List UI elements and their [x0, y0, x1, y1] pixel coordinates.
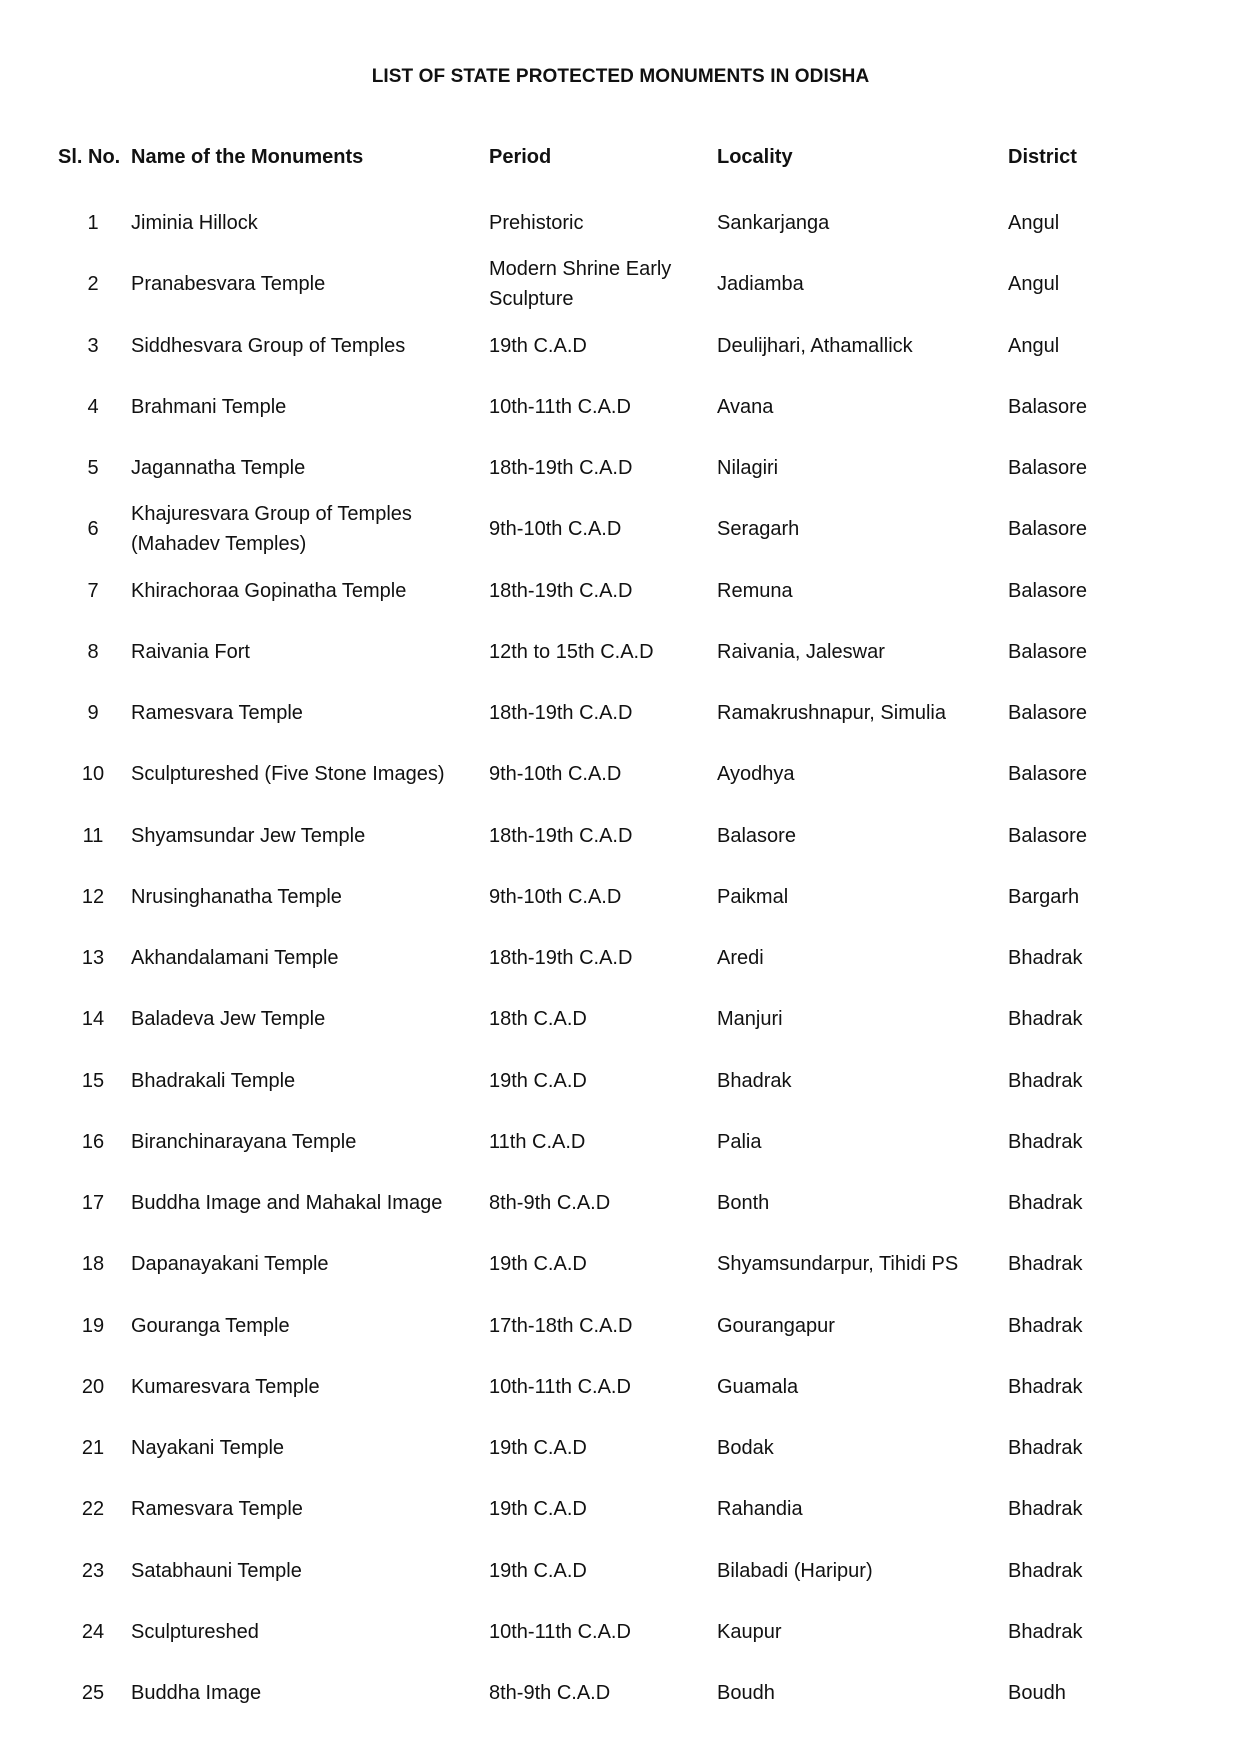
cell-period: [489, 1051, 709, 1111]
cell-sl-no: [60, 867, 126, 927]
cell-period-text: 10th-11th C.A.D: [489, 395, 631, 418]
cell-locality: [717, 1541, 997, 1601]
cell-period: [489, 377, 709, 437]
table-row: [0, 1357, 1241, 1417]
table-row: [0, 1602, 1241, 1662]
cell-monument-name-text: Buddha Image and Mahakal Image: [131, 1192, 443, 1214]
cell-sl-no-text: 22: [81, 1498, 105, 1521]
cell-period: [489, 1296, 709, 1356]
cell-sl-no-text: 15: [81, 1069, 105, 1092]
cell-locality-text: Sankarjanga: [717, 212, 830, 234]
cell-district: [1008, 867, 1158, 927]
cell-monument-name: [131, 867, 481, 927]
cell-period: [489, 744, 709, 804]
cell-sl-no: [60, 1296, 126, 1356]
cell-monument-name: [131, 1663, 481, 1723]
cell-period: [489, 1234, 709, 1294]
table-row: [0, 928, 1241, 988]
cell-district-text: Bhadrak: [1008, 1437, 1083, 1459]
table-row: [0, 193, 1241, 253]
cell-sl-no: [60, 377, 126, 437]
cell-district-text: Bhadrak: [1008, 1008, 1083, 1031]
cell-monument-name: [131, 683, 481, 743]
cell-district-text: Balasore: [1008, 640, 1087, 663]
cell-locality: [717, 438, 997, 498]
cell-period-text: 19th C.A.D: [489, 1559, 587, 1582]
cell-locality: [717, 1418, 997, 1478]
cell-sl-no: [60, 1602, 126, 1662]
cell-period-text: 18th-19th C.A.D: [489, 579, 633, 602]
cell-sl-no-text: 25: [81, 1682, 105, 1704]
cell-locality-text: Kaupur: [717, 1620, 782, 1643]
cell-monument-name: [131, 806, 481, 866]
cell-period-text: 19th C.A.D: [489, 1069, 587, 1092]
cell-monument-name: [131, 254, 481, 314]
cell-sl-no-text: 23: [81, 1559, 105, 1582]
cell-district: [1008, 1602, 1158, 1662]
cell-locality-text: Guamala: [717, 1375, 799, 1398]
cell-sl-no: [60, 499, 126, 559]
cell-locality: [717, 377, 997, 437]
cell-period: [489, 499, 709, 559]
cell-district-text: Balasore: [1008, 457, 1087, 479]
cell-locality-text: Seragarh: [717, 518, 800, 541]
cell-monument-name: [131, 1479, 481, 1539]
cell-period: [489, 254, 709, 314]
cell-sl-no: [60, 1234, 126, 1294]
cell-locality: [717, 989, 997, 1049]
cell-period: [489, 561, 709, 621]
table-row: [0, 683, 1241, 743]
cell-sl-no-text: 16: [81, 1130, 105, 1153]
table-row: [0, 1418, 1241, 1478]
cell-locality: [717, 316, 997, 376]
cell-sl-no: [60, 438, 126, 498]
table-row: [0, 1479, 1241, 1539]
cell-sl-no: [60, 1541, 126, 1601]
cell-district-text: Balasore: [1008, 824, 1087, 847]
cell-locality-text: Manjuri: [717, 1008, 783, 1031]
cell-sl-no-text: 19: [81, 1314, 105, 1337]
cell-sl-no: [60, 622, 126, 682]
table-row: [0, 806, 1241, 866]
cell-locality-text: Bonth: [717, 1192, 770, 1214]
cell-monument-name-text: Jagannatha Temple: [131, 457, 306, 479]
cell-district-text: Bhadrak: [1008, 1130, 1083, 1153]
cell-period-text: 8th-9th C.A.D: [489, 1192, 611, 1214]
cell-sl-no-text: 24: [81, 1620, 105, 1643]
cell-monument-name-text: Nayakani Temple: [131, 1437, 285, 1459]
cell-district: [1008, 377, 1158, 437]
cell-period-text: 18th-19th C.A.D: [489, 702, 633, 724]
cell-period: [489, 438, 709, 498]
table-row: [0, 1234, 1241, 1294]
cell-sl-no-text: 7: [87, 579, 99, 602]
cell-period-text: 18th-19th C.A.D: [489, 457, 633, 479]
table-row: [0, 622, 1241, 682]
cell-locality: [717, 1479, 997, 1539]
cell-locality-text: Balasore: [717, 824, 796, 847]
cell-locality: [717, 1112, 997, 1172]
cell-district-text: Bhadrak: [1008, 1559, 1083, 1582]
cell-period-text: 19th C.A.D: [489, 334, 587, 357]
cell-locality-text: Bilabadi (Haripur): [717, 1559, 873, 1582]
cell-district: [1008, 806, 1158, 866]
cell-district-text: Bhadrak: [1008, 1253, 1083, 1276]
cell-district: [1008, 438, 1158, 498]
cell-district-text: Boudh: [1008, 1682, 1066, 1704]
cell-monument-name-text: Gouranga Temple: [131, 1314, 290, 1337]
table-row: [0, 561, 1241, 621]
cell-monument-name-text: Bhadrakali Temple: [131, 1069, 296, 1092]
cell-monument-name: [131, 1173, 481, 1233]
cell-locality-text: Bodak: [717, 1437, 774, 1459]
cell-district: [1008, 1051, 1158, 1111]
cell-sl-no-text: 4: [87, 395, 99, 418]
cell-period: [489, 989, 709, 1049]
cell-sl-no-text: 1: [87, 212, 99, 234]
table-row: [0, 377, 1241, 437]
cell-sl-no-text: 9: [87, 702, 99, 724]
header-district: District: [1008, 146, 1077, 168]
cell-monument-name: [131, 499, 481, 559]
cell-sl-no: [60, 806, 126, 866]
cell-monument-name: [131, 1234, 481, 1294]
cell-sl-no: [60, 1357, 126, 1417]
cell-period: [489, 683, 709, 743]
cell-period-text: Prehistoric: [489, 212, 584, 234]
cell-locality-text: Shyamsundarpur, Tihidi PS: [717, 1253, 959, 1276]
cell-period-text: 18th C.A.D: [489, 1008, 587, 1031]
cell-monument-name-text: Kumaresvara Temple: [131, 1375, 320, 1398]
cell-locality-text: Boudh: [717, 1682, 775, 1704]
cell-period: [489, 1479, 709, 1539]
cell-period-text: 11th C.A.D: [489, 1130, 586, 1153]
cell-district: [1008, 1418, 1158, 1478]
cell-district: [1008, 1296, 1158, 1356]
cell-locality: [717, 806, 997, 866]
cell-monument-name: [131, 561, 481, 621]
cell-district-text: Angul: [1008, 212, 1060, 234]
cell-locality-text: Ramakrushnapur, Simulia: [717, 702, 946, 724]
cell-sl-no: [60, 1479, 126, 1539]
cell-period-text: 18th-19th C.A.D: [489, 947, 633, 969]
cell-monument-name-text: Sculptureshed (Five Stone Images): [131, 763, 445, 786]
cell-locality: [717, 928, 997, 988]
cell-locality-text: Ayodhya: [717, 763, 795, 786]
cell-district-text: Angul: [1008, 273, 1060, 296]
cell-district: [1008, 1663, 1158, 1723]
table-header: [0, 142, 1241, 170]
cell-district-text: Bhadrak: [1008, 947, 1083, 969]
cell-monument-name-text: Jiminia Hillock: [131, 212, 258, 234]
cell-sl-no: [60, 928, 126, 988]
cell-locality: [717, 867, 997, 927]
cell-district: [1008, 622, 1158, 682]
cell-monument-name: [131, 1296, 481, 1356]
cell-district-text: Balasore: [1008, 518, 1087, 541]
cell-sl-no: [60, 561, 126, 621]
cell-monument-name: [131, 1602, 481, 1662]
cell-monument-name: [131, 377, 481, 437]
cell-locality: [717, 683, 997, 743]
cell-period-text: 19th C.A.D: [489, 1498, 587, 1521]
cell-district: [1008, 316, 1158, 376]
table-row: [0, 744, 1241, 804]
cell-sl-no-text: 17: [81, 1192, 105, 1214]
cell-sl-no: [60, 1051, 126, 1111]
cell-period-text: 9th-10th C.A.D: [489, 885, 622, 908]
cell-period: [489, 1602, 709, 1662]
cell-district-text: Bhadrak: [1008, 1314, 1083, 1337]
cell-district-text: Bhadrak: [1008, 1375, 1083, 1398]
cell-district: [1008, 683, 1158, 743]
cell-district: [1008, 1479, 1158, 1539]
cell-locality-text: Aredi: [717, 947, 764, 969]
header-sl-no: Sl. No.: [58, 146, 121, 168]
cell-monument-name: [131, 1051, 481, 1111]
cell-locality-text: Rahandia: [717, 1498, 803, 1521]
cell-district-text: Balasore: [1008, 395, 1087, 418]
cell-sl-no-text: 5: [87, 457, 99, 479]
cell-district-text: Bhadrak: [1008, 1498, 1083, 1521]
cell-monument-name-text: Khirachoraa Gopinatha Temple: [131, 579, 407, 602]
cell-locality: [717, 622, 997, 682]
cell-period-text: 19th C.A.D: [489, 1253, 587, 1276]
cell-district: [1008, 744, 1158, 804]
cell-monument-name-text: Nrusinghanatha Temple: [131, 885, 342, 908]
cell-monument-name-text: Satabhauni Temple: [131, 1559, 302, 1582]
cell-monument-name-text: Biranchinarayana Temple: [131, 1130, 357, 1153]
cell-monument-name-text: Khajuresvara Group of Temples (Mahadev Temples): [131, 503, 412, 556]
cell-locality-text: Bhadrak: [717, 1069, 792, 1092]
cell-period: [489, 806, 709, 866]
cell-period: [489, 867, 709, 927]
cell-district-text: Balasore: [1008, 579, 1087, 602]
table-row: [0, 867, 1241, 927]
cell-locality: [717, 744, 997, 804]
cell-locality: [717, 1051, 997, 1111]
cell-monument-name: [131, 744, 481, 804]
cell-sl-no: [60, 1112, 126, 1172]
table-row: [0, 1051, 1241, 1111]
cell-locality: [717, 1357, 997, 1417]
cell-locality: [717, 1663, 997, 1723]
cell-period-text: 17th-18th C.A.D: [489, 1314, 633, 1337]
cell-sl-no-text: 21: [81, 1437, 105, 1459]
cell-monument-name: [131, 622, 481, 682]
cell-locality-text: Remuna: [717, 579, 793, 602]
cell-locality-text: Palia: [717, 1130, 762, 1153]
cell-monument-name-text: Buddha Image: [131, 1682, 262, 1704]
cell-locality: [717, 193, 997, 253]
cell-period: [489, 1357, 709, 1417]
cell-monument-name-text: Brahmani Temple: [131, 395, 287, 418]
cell-sl-no: [60, 989, 126, 1049]
cell-district: [1008, 1234, 1158, 1294]
cell-locality-text: Deulijhari, Athamallick: [717, 334, 913, 357]
cell-sl-no-text: 13: [81, 947, 105, 969]
cell-monument-name-text: Sculptureshed: [131, 1620, 259, 1643]
table-row: [0, 1173, 1241, 1233]
cell-sl-no-text: 2: [87, 273, 99, 296]
cell-sl-no-text: 10: [81, 763, 105, 786]
cell-period: [489, 193, 709, 253]
header-period: Period: [489, 146, 552, 168]
cell-locality-text: Jadiamba: [717, 273, 804, 296]
cell-locality: [717, 1296, 997, 1356]
table-row: [0, 1541, 1241, 1601]
cell-period: [489, 1173, 709, 1233]
cell-period-text: 10th-11th C.A.D: [489, 1375, 631, 1398]
cell-period-text: 19th C.A.D: [489, 1437, 587, 1459]
cell-monument-name: [131, 1112, 481, 1172]
table-row: [0, 499, 1241, 559]
cell-sl-no-text: 12: [81, 885, 105, 908]
cell-sl-no: [60, 254, 126, 314]
cell-district: [1008, 193, 1158, 253]
cell-district-text: Angul: [1008, 334, 1060, 357]
cell-locality-text: Raivania, Jaleswar: [717, 640, 885, 663]
cell-monument-name-text: Akhandalamani Temple: [131, 947, 339, 969]
cell-monument-name-text: Shyamsundar Jew Temple: [131, 824, 366, 847]
cell-sl-no-text: 11: [82, 824, 104, 847]
cell-period-text: 9th-10th C.A.D: [489, 763, 622, 786]
cell-monument-name: [131, 316, 481, 376]
cell-district-text: Balasore: [1008, 763, 1087, 786]
cell-monument-name: [131, 1418, 481, 1478]
cell-period: [489, 1418, 709, 1478]
cell-sl-no-text: 14: [81, 1008, 105, 1031]
cell-sl-no-text: 20: [81, 1375, 105, 1398]
cell-monument-name: [131, 1357, 481, 1417]
cell-period: [489, 1663, 709, 1723]
cell-monument-name-text: Baladeva Jew Temple: [131, 1008, 326, 1031]
cell-locality: [717, 561, 997, 621]
cell-district: [1008, 1173, 1158, 1233]
cell-monument-name-text: Ramesvara Temple: [131, 1498, 303, 1521]
table-row: [0, 438, 1241, 498]
cell-district: [1008, 561, 1158, 621]
cell-sl-no: [60, 1418, 126, 1478]
cell-monument-name-text: Dapanayakani Temple: [131, 1253, 329, 1276]
cell-sl-no-text: 18: [81, 1253, 105, 1276]
cell-district: [1008, 254, 1158, 314]
cell-locality: [717, 254, 997, 314]
header-locality: Locality: [717, 146, 793, 168]
cell-monument-name-text: Pranabesvara Temple: [131, 273, 326, 296]
cell-district-text: Bhadrak: [1008, 1069, 1083, 1092]
cell-locality: [717, 1173, 997, 1233]
cell-sl-no-text: 8: [87, 640, 99, 663]
cell-district: [1008, 499, 1158, 559]
cell-monument-name: [131, 1541, 481, 1601]
page-title: LIST OF STATE PROTECTED MONUMENTS IN ODISHA: [371, 66, 870, 87]
cell-locality: [717, 499, 997, 559]
table-row: [0, 1112, 1241, 1172]
cell-locality-text: Nilagiri: [717, 457, 779, 479]
cell-sl-no: [60, 316, 126, 376]
cell-period-text: 18th-19th C.A.D: [489, 824, 633, 847]
cell-locality-text: Avana: [717, 395, 774, 418]
cell-period: [489, 928, 709, 988]
cell-monument-name: [131, 193, 481, 253]
cell-period-text: 12th to 15th C.A.D: [489, 640, 654, 663]
cell-period: [489, 1541, 709, 1601]
cell-sl-no: [60, 683, 126, 743]
cell-sl-no-text: 6: [87, 518, 99, 541]
cell-district: [1008, 989, 1158, 1049]
cell-sl-no: [60, 193, 126, 253]
cell-monument-name-text: Raivania Fort: [131, 640, 250, 663]
cell-locality: [717, 1602, 997, 1662]
cell-monument-name-text: Ramesvara Temple: [131, 702, 303, 724]
cell-period: [489, 1112, 709, 1172]
cell-sl-no: [60, 1663, 126, 1723]
table-row: [0, 989, 1241, 1049]
cell-monument-name-text: Siddhesvara Group of Temples: [131, 334, 406, 357]
cell-locality-text: Paikmal: [717, 885, 789, 908]
cell-sl-no: [60, 1173, 126, 1233]
table-row: [0, 316, 1241, 376]
cell-locality: [717, 1234, 997, 1294]
cell-monument-name: [131, 928, 481, 988]
cell-district: [1008, 1541, 1158, 1601]
cell-district: [1008, 1357, 1158, 1417]
cell-sl-no-text: 3: [87, 334, 99, 357]
cell-district: [1008, 928, 1158, 988]
cell-locality-text: Gourangapur: [717, 1314, 835, 1337]
cell-district: [1008, 1112, 1158, 1172]
cell-district-text: Balasore: [1008, 702, 1087, 724]
cell-district-text: Bhadrak: [1008, 1192, 1083, 1214]
cell-period-text: Modern Shrine Early Sculpture: [489, 258, 672, 311]
cell-sl-no: [60, 744, 126, 804]
cell-period: [489, 622, 709, 682]
cell-period-text: 8th-9th C.A.D: [489, 1682, 611, 1704]
header-name: Name of the Monuments: [131, 146, 364, 168]
cell-period-text: 9th-10th C.A.D: [489, 518, 622, 541]
table-row: [0, 1296, 1241, 1356]
cell-period: [489, 316, 709, 376]
cell-monument-name: [131, 438, 481, 498]
cell-monument-name: [131, 989, 481, 1049]
cell-period-text: 10th-11th C.A.D: [489, 1620, 631, 1643]
cell-district-text: Bargarh: [1008, 885, 1080, 908]
cell-district-text: Bhadrak: [1008, 1620, 1083, 1643]
table-row: [0, 1663, 1241, 1723]
table-row: [0, 254, 1241, 314]
